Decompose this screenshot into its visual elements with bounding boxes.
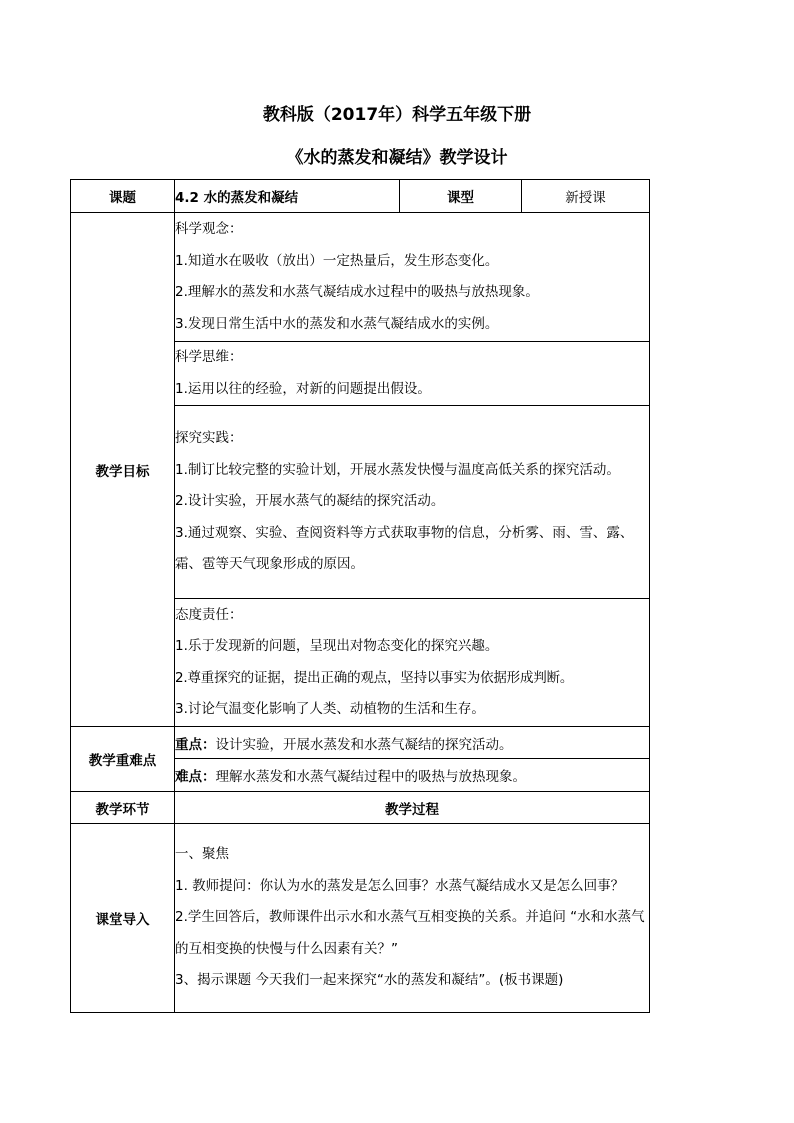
key-point-row	[71, 727, 650, 759]
topic-value: 4.2 水的蒸发和凝结	[175, 180, 400, 213]
goals-row-concept	[71, 213, 650, 342]
goal-line: 3.发现日常生活中水的蒸发和水蒸气凝结成水的实例。	[175, 315, 499, 332]
difficult-point-label: 难点：	[175, 769, 216, 785]
lesson-plan-table	[70, 179, 650, 1013]
goal-line: 3.讨论气温变化影响了人类、动植物的生活和生存。	[175, 701, 485, 717]
goal-section-attitude	[175, 599, 650, 727]
key-difficult-label: 教学重难点	[71, 727, 175, 792]
difficult-point-text: 理解水蒸发和水蒸气凝结过程中的吸热与放热现象。	[215, 769, 526, 785]
goal-line: 2.理解水的蒸发和水蒸气凝结成水过程中的吸热与放热现象。	[175, 284, 539, 300]
intro-line: 1. 教师提问：你认为水的蒸发是怎么回事？水蒸气凝结成水又是怎么回事？	[175, 877, 625, 894]
intro-line: 3、揭示课题 今天我们一起来探究“水的蒸发和凝结”。(板书课题)	[175, 972, 564, 989]
goal-line: 1.乐于发现新的问题，呈现出对物态变化的探究兴趣。	[175, 638, 499, 654]
goal-section-practice	[175, 406, 650, 599]
key-point-text: 设计实验，开展水蒸发和水蒸气凝结的探究活动。	[215, 736, 513, 753]
intro-row	[71, 824, 650, 1013]
intro-content	[175, 824, 650, 1013]
goal-heading: 科学思维：	[175, 349, 243, 365]
goal-section-concept	[175, 213, 650, 342]
goal-section-thinking	[175, 342, 650, 406]
goals-label: 教学目标	[71, 213, 175, 727]
goal-line: 1.运用以往的经验，对新的问题提出假设。	[175, 380, 431, 397]
topic-row	[71, 180, 650, 213]
type-value: 新授课	[522, 180, 650, 213]
document-title: 教科版（2017年）科学五年级下册	[262, 105, 532, 125]
goal-line: 3.通过观察、实验、查阅资料等方式获取事物的信息，分析雾、雨、雪、露、霜、雹等天气现象形成的原因。	[175, 524, 634, 573]
intro-label: 课堂导入	[71, 824, 175, 1013]
difficult-point	[175, 759, 650, 792]
type-label: 课型	[400, 180, 522, 213]
stage-header-row	[71, 792, 650, 824]
intro-line: 2.学生回答后，教师课件出示水和水蒸气互相变换的关系。并追问 “水和水蒸气的互相变换的快慢与什么因素有关？”	[175, 909, 645, 957]
goal-line: 1.知道水在吸收（放出）一定热量后，发生形态变化。	[175, 252, 499, 269]
goal-line: 2.尊重探究的证据，提出正确的观点，坚持以事实为依据形成判断。	[175, 669, 574, 686]
intro-line: 一、聚焦	[175, 846, 229, 863]
stage-label: 教学环节	[71, 792, 175, 824]
goal-heading: 科学观念：	[175, 221, 243, 237]
key-point-label: 重点：	[175, 736, 216, 753]
goal-heading: 探究实践：	[175, 430, 243, 447]
process-label: 教学过程	[175, 792, 650, 824]
goal-line: 2.设计实验，开展水蒸气的凝结的探究活动。	[175, 493, 445, 510]
goal-line: 1.制订比较完整的实验计划，开展水蒸发快慢与温度高低关系的探究活动。	[175, 461, 620, 478]
goal-heading: 态度责任：	[175, 606, 243, 623]
document-subtitle: 《水的蒸发和凝结》教学设计	[286, 148, 508, 168]
topic-label: 课题	[71, 180, 175, 213]
key-point	[175, 727, 650, 759]
